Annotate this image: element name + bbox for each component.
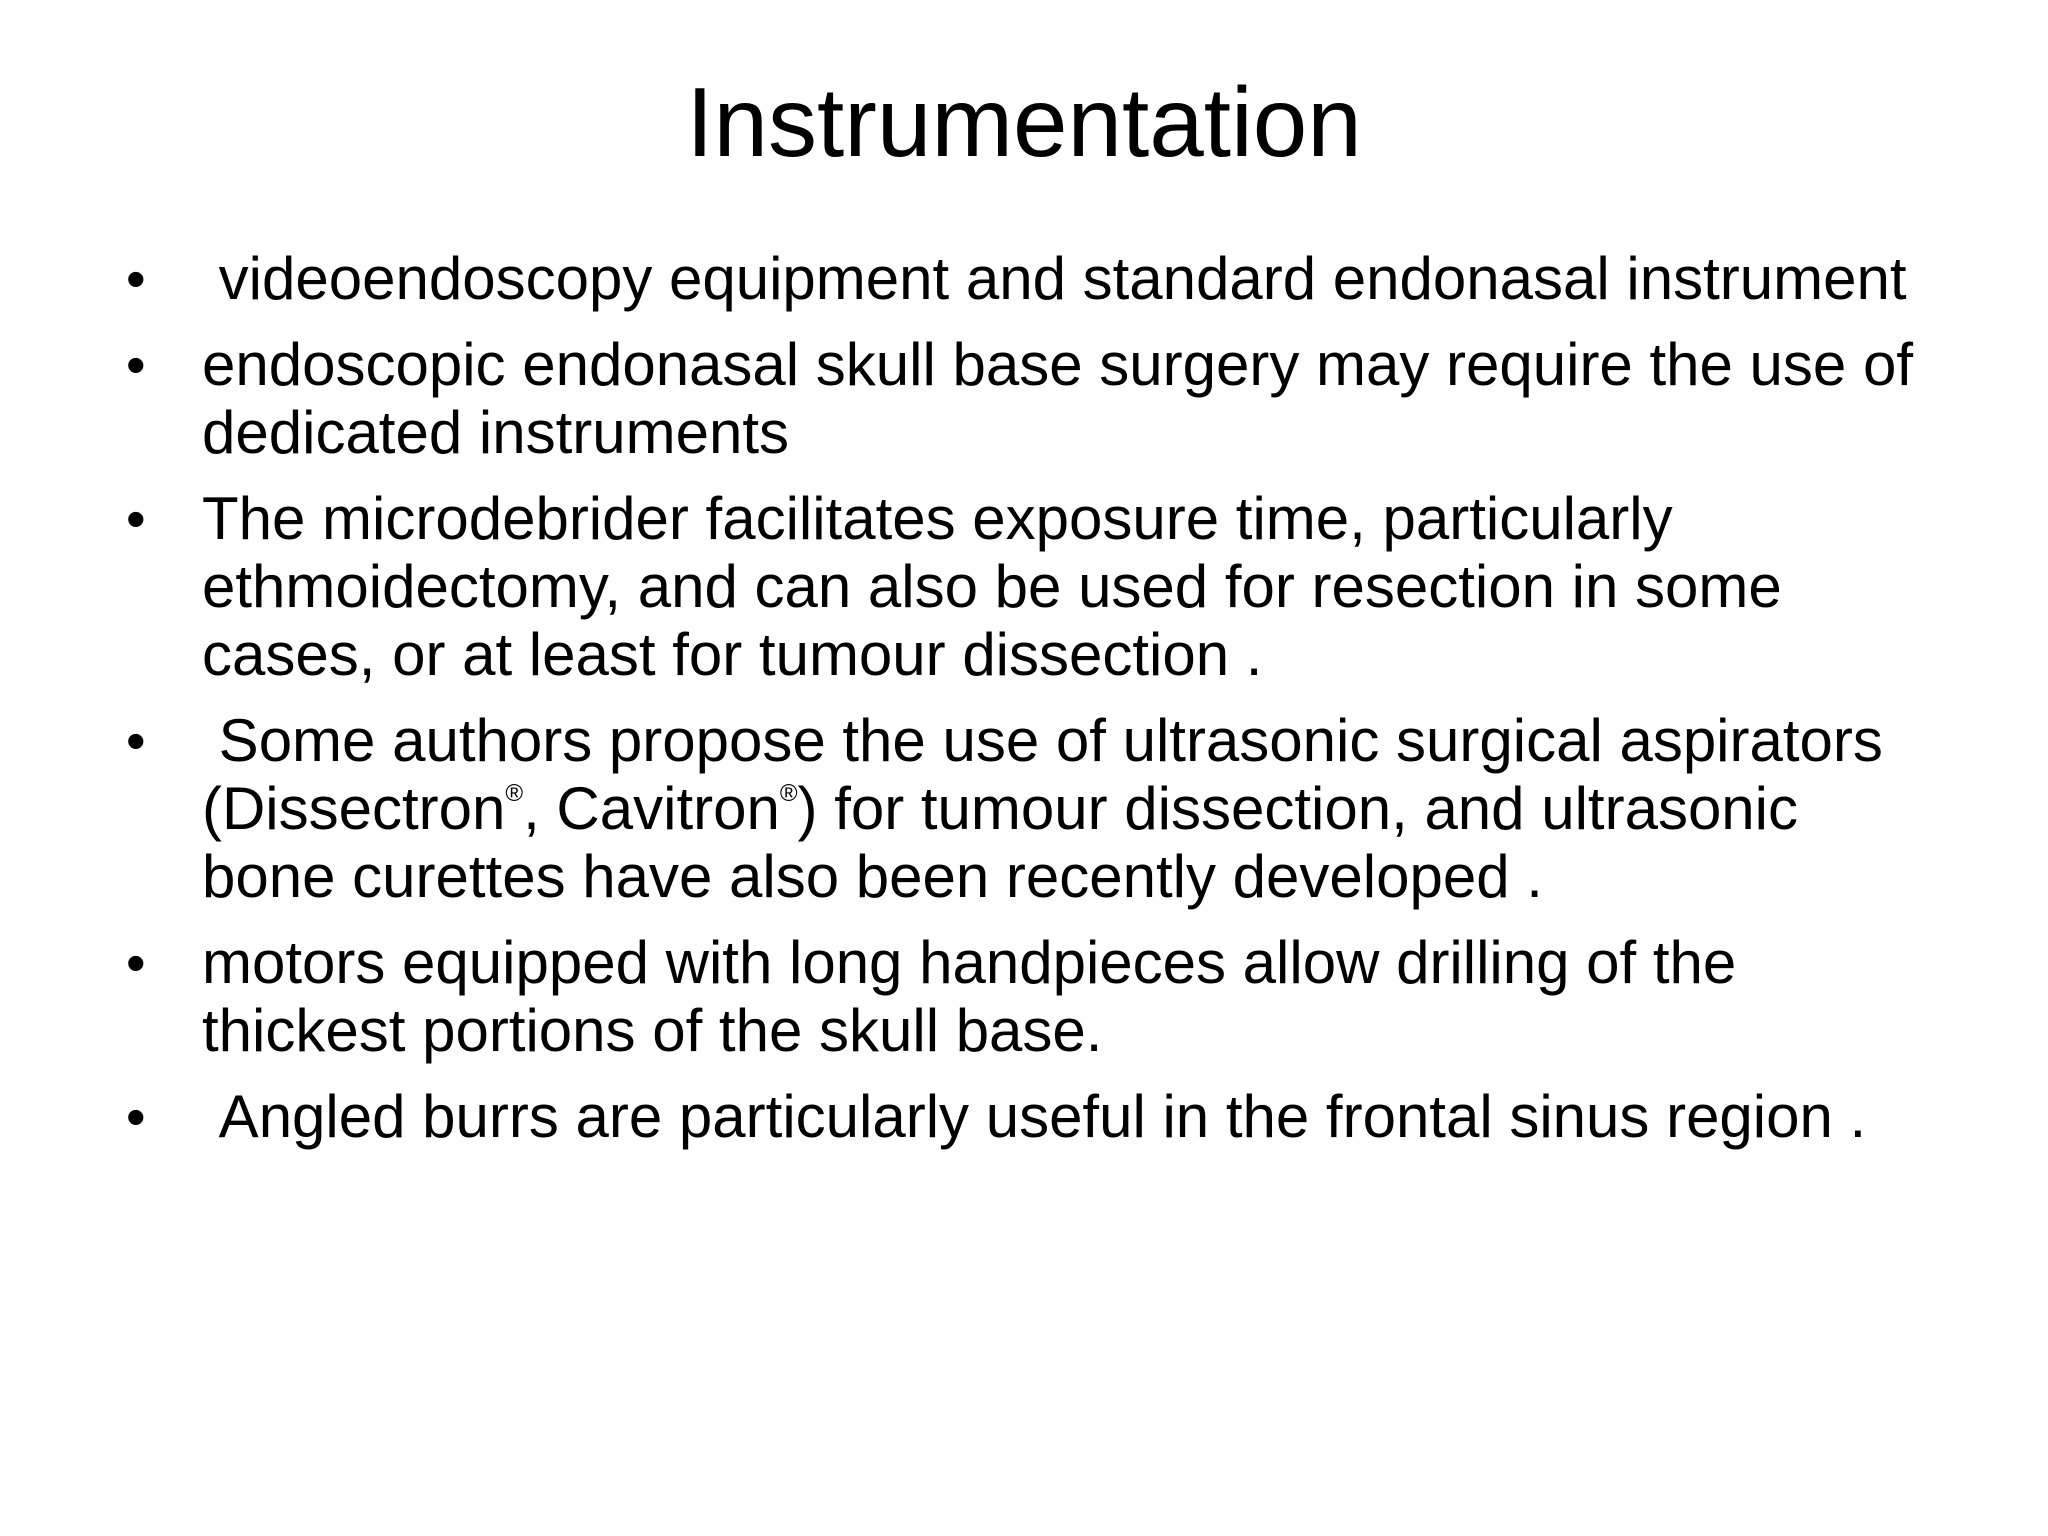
bullet-item-microdebrider [118,485,1948,689]
bullet-item-angled-burrs [118,1083,1948,1151]
bullet-icon: • [126,709,146,772]
slide-title: Instrumentation [686,67,1362,177]
bullet-text: Angled burrs are particularly useful in the frontal sinus region . [202,1083,1867,1150]
bullet-item-motors [118,929,1948,1065]
bullet-text [202,707,1900,910]
bullet-text: motors equipped with long handpieces allow drilling of the thickest portions of the skull base. [202,929,1737,1064]
bullet-text: The microdebrider facilitates exposure time, particularly ethmoidectomy, and can also be used for resection in some cases, or at least for tumour dissection . [202,485,1782,688]
bullet-text-part: , Cavitron [523,775,780,842]
bullet-icon: • [126,247,146,310]
bullet-text-part: Some authors propose the use of ultrasonic surgical aspirators (Dissectron [202,707,1900,842]
bullet-text: videoendoscopy equipment and standard endonasal instrument [202,245,1907,312]
bullet-icon: • [126,1085,146,1148]
bullet-icon: • [126,931,146,994]
bullet-list [118,245,1948,1169]
bullet-text: endoscopic endonasal skull base surgery may require the use of dedicated instruments [202,331,1913,466]
bullet-item-videoendoscopy [118,245,1948,313]
registered-mark: ® [779,780,798,807]
bullet-item-dedicated-instruments [118,331,1948,467]
bullet-text-part: ) for tumour dissection, and ultrasonic bone curettes have also been recently developed . [202,775,1815,910]
bullet-item-ultrasonic-aspirators [118,707,1948,911]
bullet-icon: • [126,333,146,396]
registered-mark: ® [505,780,524,807]
bullet-icon: • [126,487,146,550]
